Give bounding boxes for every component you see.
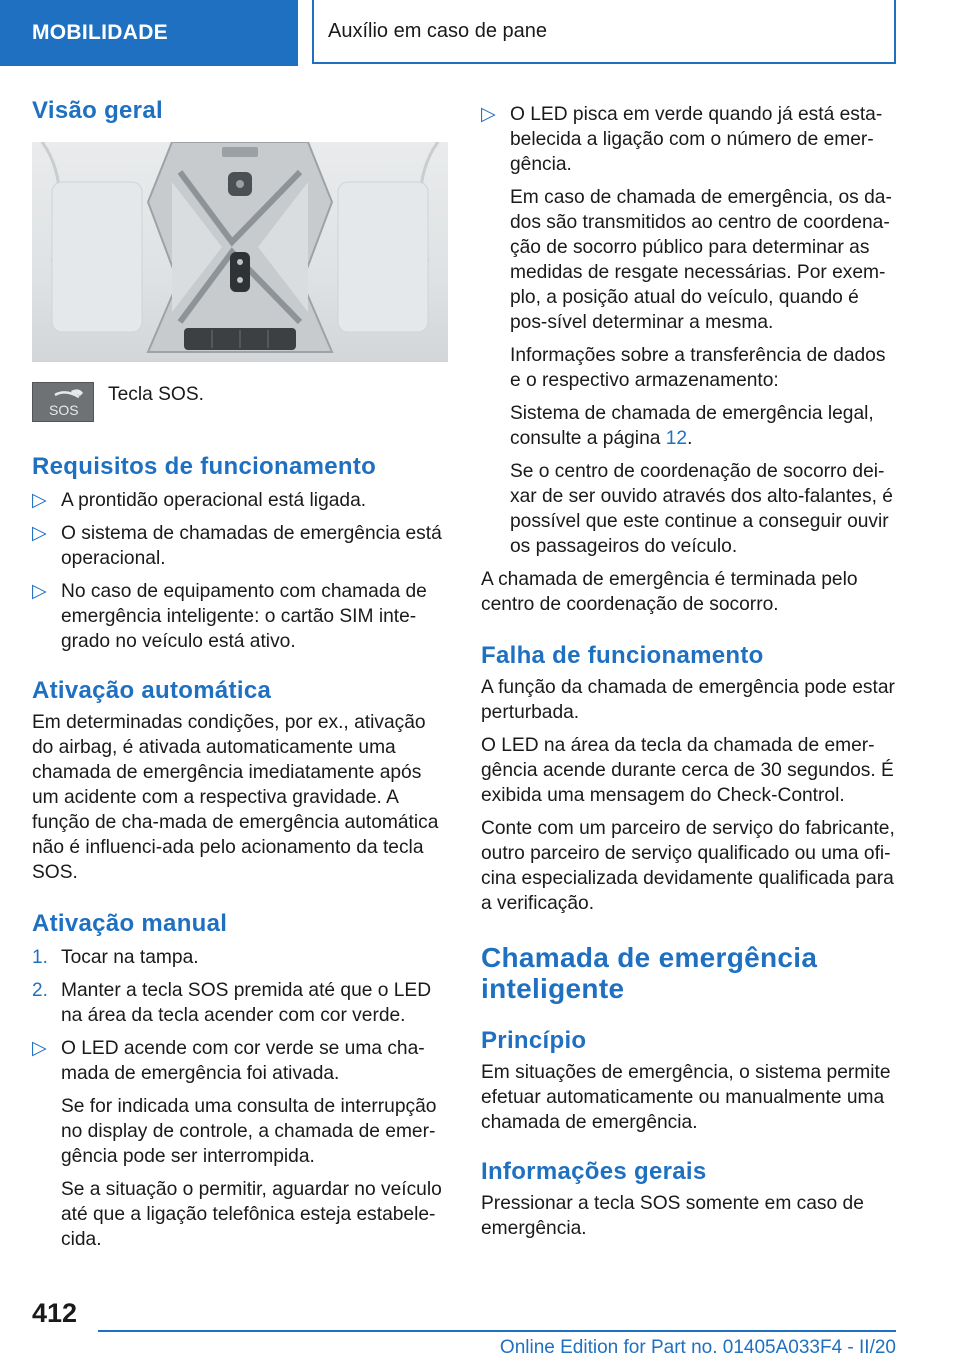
sos-icon-label: SOS — [49, 402, 79, 418]
principle-text: Em situações de emergência, o sistema permite efetuar automaticamente ou manualmente uma chamada de emergência. — [481, 1062, 891, 1133]
section-title: MOBILIDADE — [32, 21, 168, 44]
heading-overview: Visão geral — [32, 97, 163, 124]
fault-paragraph: Conte com um parceiro de serviço do fabricante, outro parceiro de serviço qualificado ou uma ofi-cina especializada devidamente qualificada para a verificação. — [481, 818, 895, 914]
sub-paragraph: Se o centro de coordenação de socorro dei-xar de ser ouvido através dos alto-falantes, é possível que este continue a conseguir ouvir os passageiros do veículo. — [510, 461, 893, 557]
auto-activation-text: Em determinadas condições, por ex., ativação do airbag, é ativada automaticamente uma chamada de emergência imediatamente após um acidente com a respectiva gravidade. A função de cha-mada de emergência automática não é influenci-ada pelo acionamento da tecla SOS. — [32, 712, 439, 883]
step-item: 2. Manter a tecla SOS premida até que o LED na área da tecla acender com cor verde. — [32, 980, 432, 1026]
bullet-triangle-icon: ▷ — [32, 523, 47, 544]
sub-paragraph: Informações sobre a transferência de dados e o respectivo armazenamento: — [510, 345, 886, 391]
heading-fault: Falha de funcionamento — [481, 642, 764, 669]
page-number: 412 — [32, 1298, 78, 1328]
chapter-header — [312, 0, 896, 64]
heading-general-info: Informações gerais — [481, 1158, 707, 1185]
step-number: 2. — [32, 980, 48, 1001]
sos-caption-row — [32, 382, 450, 422]
sub-paragraph: Em caso de chamada de emergência, os da-dos são transmitidos ao centro de coordena-ção de socorro público para determinar as medidas de resgate necessárias. Por exem-plo, a posição atual do veículo, quando é pos-sível determinar a mesma. — [510, 187, 892, 333]
list-item: ▷ A prontidão operacional está ligada. — [32, 490, 367, 511]
sub-paragraph: Sistema de chamada de emergência legal, consulte a página 12. — [510, 403, 874, 449]
sos-button-icon — [32, 382, 94, 422]
fault-paragraph: A função da chamada de emergência pode estar perturbada. — [481, 677, 895, 723]
bullet-triangle-icon: ▷ — [481, 104, 496, 125]
chapter-title: Auxílio em caso de pane — [328, 19, 548, 42]
sub-paragraph: Se a situação o permitir, aguardar no veículo até que a ligação telefônica esteja estabele-cida. — [61, 1179, 442, 1250]
list-item: ▷ O LED pisca em verde quando já está esta-belecida a ligação com o número de emer-gência. — [481, 104, 883, 175]
left-column — [32, 96, 450, 1252]
step-number: 1. — [32, 947, 48, 968]
list-item: ▷ O LED acende com cor verde se uma cha-mada de emergência foi ativada. — [32, 1038, 425, 1084]
general-info-text: Pressionar a tecla SOS somente em caso de emergência. — [481, 1193, 864, 1239]
end-text: A chamada de emergência é terminada pelo centro de coordenação de socorro. — [481, 569, 858, 615]
list-item: ▷ O sistema de chamadas de emergência está operacional. — [32, 523, 442, 569]
bullet-triangle-icon: ▷ — [32, 490, 47, 511]
sos-caption: Tecla SOS. — [108, 384, 204, 405]
footer-divider — [98, 1330, 896, 1332]
heading-auto-activation: Ativação automática — [32, 677, 272, 704]
heading-smart-emergency-call: Chamada de emergência inteligente — [481, 942, 818, 1004]
bullet-triangle-icon: ▷ — [32, 581, 47, 602]
right-column — [481, 102, 899, 1241]
list-item: ▷ No caso de equipamento com chamada de emergência inteligente: o cartão SIM inte-grado no veículo está ativo. — [32, 581, 427, 652]
heading-principle: Princípio — [481, 1027, 587, 1054]
heading-manual-activation: Ativação manual — [32, 910, 228, 937]
heading-requirements: Requisitos de funcionamento — [32, 453, 377, 480]
headliner-photo — [32, 142, 448, 362]
bullet-triangle-icon: ▷ — [32, 1038, 47, 1059]
footer-edition: Online Edition for Part no. 01405A033F4 - II/20 — [499, 1337, 896, 1358]
section-tab — [0, 0, 298, 66]
fault-paragraph: O LED na área da tecla da chamada de emer-gência acende durante cerca de 30 segundos. É exibida uma mensagem do Check-Control. — [481, 735, 894, 806]
sub-paragraph: Se for indicada uma consulta de interrupção no display de controle, a chamada de emer-gência pode ser interrompida. — [61, 1096, 437, 1167]
step-item: 1. Tocar na tampa. — [32, 947, 199, 968]
overhead-console-image — [32, 142, 448, 362]
page-link[interactable]: 12 — [665, 428, 688, 449]
